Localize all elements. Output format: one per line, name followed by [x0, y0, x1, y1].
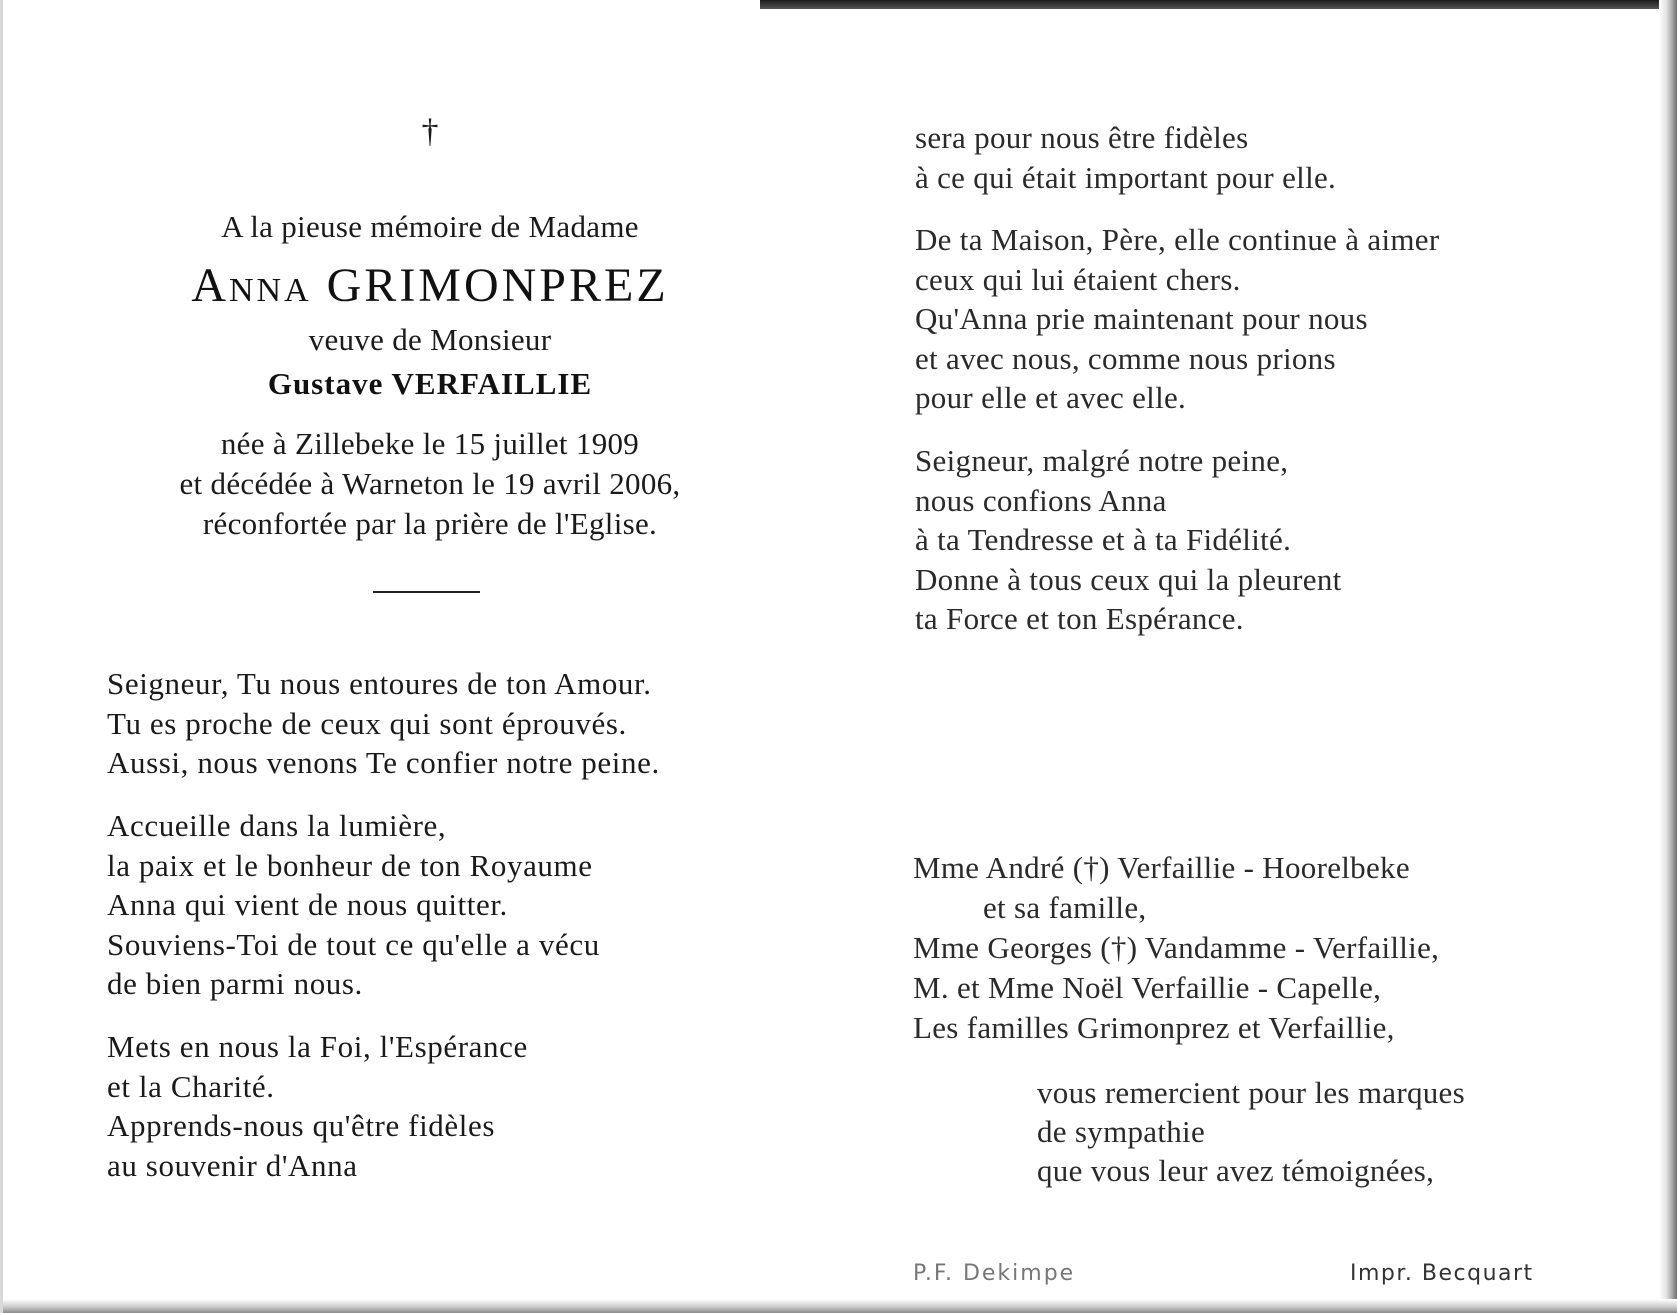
verse-line: Seigneur, malgré notre peine,: [915, 443, 1289, 478]
continuation-stanza-3: [915, 441, 1342, 639]
thanks-line: de sympathie: [1037, 1114, 1206, 1149]
continuation-stanza-2: [915, 220, 1439, 418]
death-line: et décédée à Warneton le 19 avril 2006,: [179, 466, 681, 501]
cross-icon: †: [421, 113, 439, 150]
husband-name: Gustave VERFAILLIE: [267, 366, 593, 401]
verse-line: ta Force et ton Espérance.: [915, 601, 1244, 636]
prayer-line: Apprends-nous qu'être fidèles: [107, 1108, 495, 1143]
prayer-line: Mets en nous la Foi, l'Espérance: [107, 1029, 528, 1064]
comfort-line: réconfortée par la prière de l'Eglise.: [202, 506, 658, 541]
scan-edge-right: [1659, 0, 1677, 1313]
scan-edge-bottom: [0, 1299, 1677, 1313]
scan-edge-left: [0, 0, 3, 1313]
prayer-line: Seigneur, Tu nous entoures de ton Amour.: [107, 666, 652, 701]
memorial-intro: A la pieuse mémoire de Madame: [221, 209, 639, 244]
continuation-stanza-1: [915, 118, 1336, 197]
prayer-line: la paix et le bonheur de ton Royaume: [107, 847, 593, 883]
verse-line: De ta Maison, Père, elle continue à aimer: [915, 222, 1440, 257]
verse-line: pour elle et avec elle.: [915, 380, 1187, 415]
prayer-line: Aussi, nous venons Te confier notre peine.: [107, 745, 660, 780]
verse-line: à ta Tendresse et à ta Fidélité.: [915, 522, 1292, 557]
thanks-line: que vous leur avez témoignées,: [1037, 1153, 1435, 1188]
prayer-stanza-3: [107, 1027, 528, 1185]
verse-line: nous confions Anna: [915, 482, 1167, 518]
prayer-line: Accueille dans la lumière,: [107, 808, 447, 843]
birth-death-dates: [110, 424, 750, 544]
family-line: M. et Mme Noël Verfaillie - Capelle,: [913, 970, 1382, 1005]
prayer-line: Tu es proche de ceux qui sont éprouvés.: [107, 705, 627, 741]
divider-rule: [373, 591, 480, 593]
prayer-stanza-2: [107, 806, 600, 1004]
scan-edge-top: [760, 0, 1677, 9]
funeral-home-credit: P.F. Dekimpe: [913, 1261, 1076, 1286]
verse-line: ceux qui lui étaient chers.: [915, 261, 1241, 297]
verse-line: et avec nous, comme nous prions: [915, 340, 1336, 376]
verse-line: Donne à tous ceux qui la pleurent: [915, 561, 1342, 597]
family-list: [913, 848, 1439, 1048]
printer-credit: Impr. Becquart: [1350, 1261, 1534, 1286]
birth-line: née à Zillebeke le 15 juillet 1909: [220, 426, 640, 461]
verse-line: Qu'Anna prie maintenant pour nous: [915, 301, 1368, 336]
family-line: Mme Georges (†) Vandamme - Verfaillie,: [913, 930, 1440, 965]
prayer-line: de bien parmi nous.: [107, 966, 363, 1001]
family-line: et sa famille,: [983, 890, 1147, 925]
deceased-name: Anna GRIMONPREZ: [191, 259, 669, 312]
prayer-line: Anna qui vient de nous quitter.: [107, 887, 508, 922]
thanks-line: vous remercient pour les marques: [1037, 1075, 1465, 1110]
prayer-stanza-1: [107, 664, 660, 783]
prayer-line: au souvenir d'Anna: [107, 1147, 358, 1183]
verse-line: sera pour nous être fidèles: [915, 120, 1249, 155]
family-line: Mme André (†) Verfaillie - Hoorelbeke: [913, 850, 1410, 885]
thanks-message: [1037, 1073, 1465, 1190]
family-line: Les familles Grimonprez et Verfaillie,: [913, 1010, 1395, 1045]
prayer-line: et la Charité.: [107, 1068, 275, 1104]
prayer-line: Souviens-Toi de tout ce qu'elle a vécu: [107, 926, 600, 962]
widow-of-label: veuve de Monsieur: [308, 322, 552, 357]
verse-line: à ce qui était important pour elle.: [915, 159, 1337, 195]
